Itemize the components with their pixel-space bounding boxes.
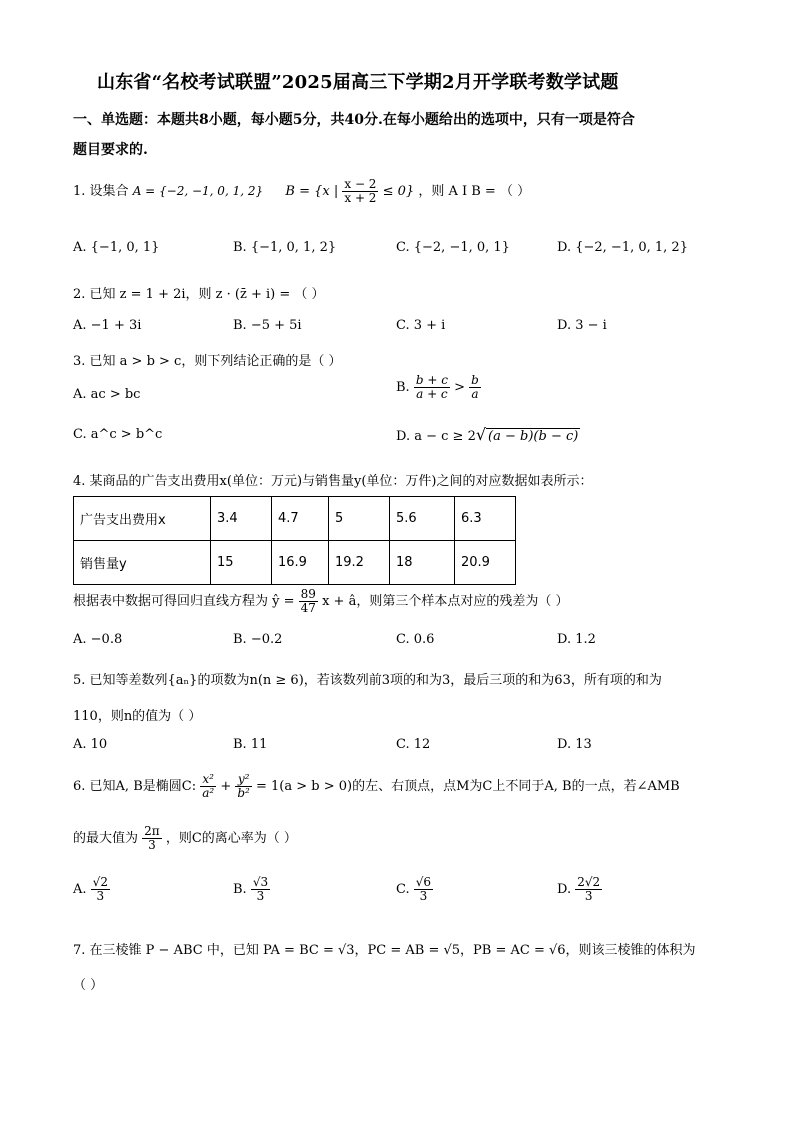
q6-option-c-fraction	[414, 876, 433, 903]
question-5-line2: 110，则n的值为（ ）	[73, 709, 202, 724]
table-cell: 3.4	[211, 497, 272, 541]
q6-b2: b²	[237, 786, 250, 801]
table-cell: 6.3	[455, 497, 516, 541]
question-4-stem: 4. 某商品的广告支出费用x(单位：万元)与销售量y(单位：万件)之间的对应数据如表所示：	[73, 474, 593, 489]
q3-option-b-label: B.	[396, 380, 410, 396]
q6-option-c-label: C.	[396, 882, 410, 898]
q1-option-a: A. {−1, 0, 1}	[73, 240, 160, 255]
q6-d-den: 3	[584, 889, 593, 904]
q1-suffix: ，则 A I B = （ ）	[418, 184, 531, 200]
table-cell: 18	[390, 541, 455, 585]
q6-a-den: 3	[96, 889, 105, 904]
q6-angle-fraction	[142, 825, 162, 852]
table-row-label: 广告支出费用x	[74, 497, 211, 541]
q6-option-b	[233, 876, 270, 903]
q6-option-a-label: A.	[73, 882, 87, 898]
q3-b-num2: b	[471, 373, 479, 387]
q6-option-c	[396, 876, 433, 903]
q5-option-c: C. 12	[396, 737, 431, 752]
q4-option-d: D. 1.2	[557, 632, 596, 647]
q3-option-b: B. $\frac{b + c}{a + c}$ > $\frac{b}{a}$	[396, 373, 479, 402]
q2-option-c: C. 3 + i	[396, 318, 446, 333]
q4-option-a: A. −0.8	[73, 632, 123, 647]
q6-d-num: 2√2	[577, 875, 601, 889]
q2-option-d: D. 3 − i	[557, 318, 607, 333]
q4-regression-line	[73, 588, 568, 615]
q6-a2: a²	[202, 786, 215, 801]
q6-line1-prefix: 6. 已知A, B是椭圆C:	[73, 779, 197, 795]
q6-angle-den: 3	[148, 838, 156, 853]
question-5-line1: 5. 已知等差数列{aₙ}的项数为n(n ≥ 6)，若该数列前3项的和为3，最后三项的和为63，所有项的和为	[73, 673, 662, 688]
question-7-line1: 7. 在三棱锥 P − ABC 中，已知 PA = BC = √3，PC = AB = √5，PB = AC = √6，则该三棱锥的体积为	[73, 943, 696, 958]
q6-option-d-fraction	[575, 876, 602, 903]
q3-option-c: C. a^c > b^c	[73, 427, 163, 442]
q6-y-fraction	[235, 773, 252, 800]
q1-set-b-fraction	[342, 178, 378, 205]
q5-option-d: D. 13	[557, 737, 592, 752]
q6-option-b-label: B.	[233, 882, 247, 898]
q6-line2-suffix: ，则C的离心率为（ ）	[165, 831, 297, 847]
section-header-line1: 一、单选题：本题共8小题，每小题5分，共40分.在每小题给出的选项中，只有一项是符合	[73, 112, 635, 128]
table-cell: 16.9	[272, 541, 329, 585]
q4-after-suffix: x + â，则第三个样本点对应的残差为（ ）	[322, 594, 569, 610]
q6-c-den: 3	[419, 889, 428, 904]
table-cell: 4.7	[272, 497, 329, 541]
q4-coef-num: 89	[300, 587, 316, 601]
q4-after-prefix: 根据表中数据可得回归直线方程为 ŷ =	[73, 594, 295, 610]
q3-option-a: A. ac > bc	[73, 387, 141, 402]
q6-y2: y²	[235, 773, 252, 787]
q1-option-d: D. {−2, −1, 0, 1, 2}	[557, 240, 688, 255]
q6-option-d	[557, 876, 602, 903]
question-6-line2	[73, 825, 297, 852]
q6-x2: x²	[200, 773, 216, 787]
q3-option-d-root: (a − b)(b − c)	[488, 429, 579, 444]
q6-option-a-fraction	[91, 876, 110, 903]
q6-option-a	[73, 876, 110, 903]
q1-set-b-numerator: x − 2	[344, 177, 377, 191]
table-row	[74, 541, 516, 585]
q3-b-num1: b + c	[415, 373, 448, 387]
q1-prefix: 1. 设集合	[73, 184, 129, 200]
table-row	[74, 497, 516, 541]
q4-option-b: B. −0.2	[233, 632, 283, 647]
q1-set-a: A = {−2, −1, 0, 1, 2}	[132, 184, 264, 199]
q1-set-b-right: ≤ 0}	[382, 184, 415, 200]
q3-option-b-fraction-right	[469, 374, 481, 401]
q1-option-c: C. {−2, −1, 0, 1}	[396, 240, 510, 255]
q6-angle-num: 2π	[144, 824, 160, 838]
table-row-label: 销售量y	[74, 541, 211, 585]
q6-line1-suffix: = 1(a > b > 0)的左、右顶点，点M为C上不同于A, B的一点，若∠AMB	[256, 779, 680, 795]
q6-line2-prefix: 的最大值为	[73, 831, 139, 847]
page-title: 山东省“名校考试联盟”2025届高三下学期2月开学联考数学试题	[97, 72, 619, 93]
q6-b-den: 3	[256, 889, 265, 904]
data-table	[73, 496, 516, 585]
question-7-line2: （ ）	[73, 978, 104, 993]
table-cell: 15	[211, 541, 272, 585]
table-cell: 5	[329, 497, 390, 541]
q6-option-b-fraction	[251, 876, 270, 903]
q1-set-b-left: B = {x |	[285, 184, 339, 200]
q4-coef-den: 47	[300, 601, 316, 616]
q6-option-d-label: D.	[557, 882, 572, 898]
q3-b-den1: a + c	[416, 387, 448, 402]
q5-option-b: B. 11	[233, 737, 268, 752]
question-6-line1: 6. 已知A, B是椭圆C: $\frac{\text{x²}}{\text{a²}}$ + $\frac{\text{y²}}{\text{b²}}$ = 1(a > b > 0)的左、右顶点，点M为C上不同于A, B的一点，若∠AMB	[73, 772, 680, 801]
question-1-stem	[73, 178, 530, 205]
table-cell: 5.6	[390, 497, 455, 541]
q2-option-b: B. −5 + 5i	[233, 318, 302, 333]
q2-option-a: A. −1 + 3i	[73, 318, 142, 333]
question-2-stem: 2. 已知 z = 1 + 2i，则 z · (z̄ + i) = （ ）	[73, 287, 325, 302]
q3-option-b-fraction-left	[414, 374, 450, 401]
section-header-line2: 题目要求的.	[73, 142, 148, 158]
table-cell: 20.9	[455, 541, 516, 585]
q6-x-fraction	[200, 773, 216, 800]
q1-option-b: B. {−1, 0, 1, 2}	[233, 240, 337, 255]
table-cell: 19.2	[329, 541, 390, 585]
q1-set-b-denominator: x + 2	[344, 191, 377, 206]
question-3-stem: 3. 已知 a > b > c，则下列结论正确的是（ ）	[73, 354, 342, 369]
q3-option-d: D. a − c ≥ 2√ (a − b)(b − c)	[396, 425, 579, 444]
q4-coefficient-fraction	[299, 588, 318, 615]
q4-option-c: C. 0.6	[396, 632, 435, 647]
q3-option-d-prefix: D. a − c ≥ 2	[396, 429, 476, 444]
q6-c-num: √6	[415, 875, 432, 889]
q6-b-num: √3	[252, 875, 269, 889]
q6-a-num: √2	[92, 875, 108, 889]
q3-b-den2: a	[471, 387, 479, 402]
q5-option-a: A. 10	[73, 737, 108, 752]
